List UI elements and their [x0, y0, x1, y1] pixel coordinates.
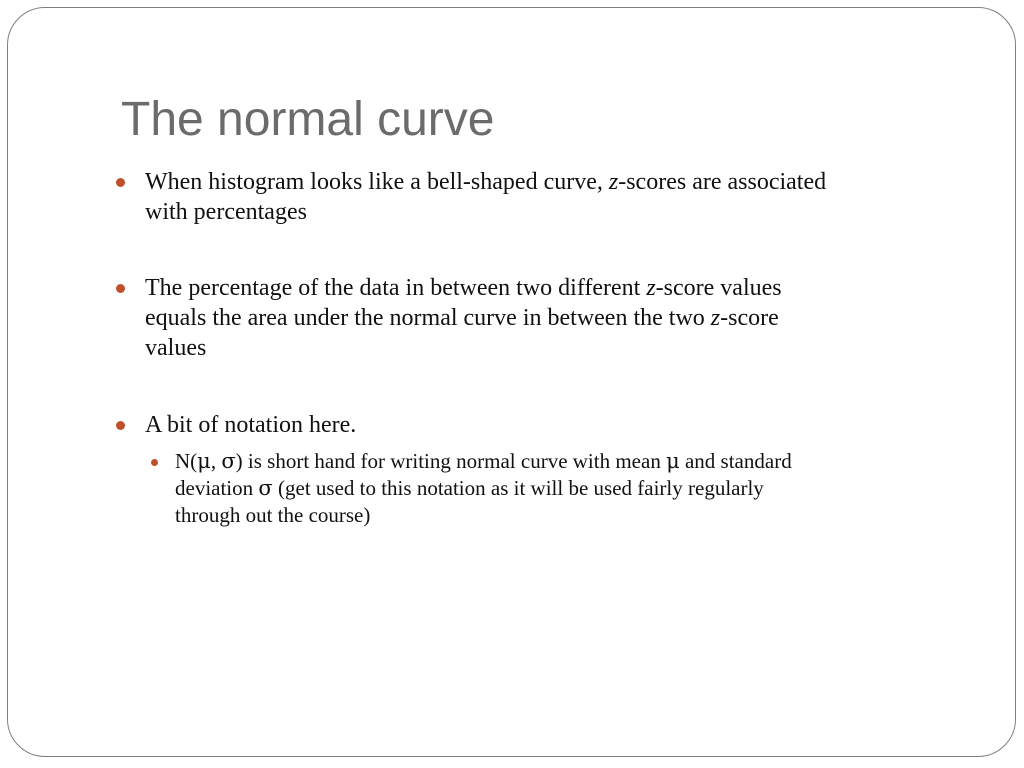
bullet-icon	[116, 178, 125, 187]
bullet-icon	[116, 284, 125, 293]
sub-bullet-text	[175, 448, 792, 529]
slide	[7, 7, 1016, 757]
z-variable: z	[710, 305, 721, 331]
text-segment: N(	[175, 449, 198, 473]
bullet-2-line-1	[145, 273, 782, 303]
sigma-symbol: σ	[258, 476, 273, 500]
bullet-3-line-1: A bit of notation here.	[145, 412, 357, 438]
text-segment: and standard	[679, 449, 792, 473]
text-segment: ) is short hand for writing normal curve with mean	[235, 449, 667, 473]
sub-bullet-icon	[151, 459, 158, 466]
slide-title: The normal curve	[121, 93, 495, 146]
text-segment: ,	[210, 449, 222, 473]
text-segment: The percentage of the data in between two different	[145, 275, 647, 301]
bullet-1-text	[145, 167, 826, 227]
mu-symbol: μ	[197, 449, 211, 473]
sigma-symbol: σ	[221, 449, 236, 473]
bullet-1-line-2: with percentages	[145, 199, 307, 225]
bullet-1-line-1	[145, 167, 826, 197]
text-segment: -scores are associated	[618, 169, 827, 195]
sub-bullet-line-1	[175, 448, 792, 475]
text-segment: (get used to this notation as it will be used fairly regularly	[272, 476, 764, 500]
z-variable: z	[608, 169, 619, 195]
bullet-2-line-3: values	[145, 335, 207, 361]
text-segment: -score values	[655, 275, 782, 301]
mu-symbol: μ	[666, 449, 680, 473]
sub-bullet-line-2	[175, 475, 792, 502]
text-segment: equals the area under the normal curve in between the two	[145, 305, 711, 331]
bullet-2-text	[145, 273, 782, 363]
text-segment: When histogram looks like a bell-shaped curve,	[145, 169, 609, 195]
text-segment: -score	[720, 305, 779, 331]
bullet-2-line-2	[145, 303, 782, 333]
bullet-3-text	[145, 410, 356, 440]
z-variable: z	[646, 275, 656, 301]
bullet-icon	[116, 421, 125, 430]
sub-bullet-line-3: through out the course)	[175, 503, 371, 527]
text-segment: deviation	[175, 476, 259, 500]
